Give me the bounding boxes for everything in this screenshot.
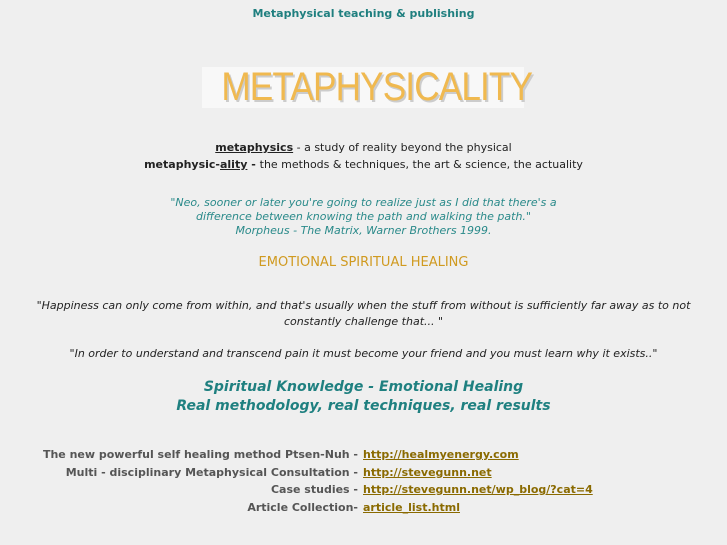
quote-attribution: Morpheus - The Matrix, Warner Brothers 1999. <box>235 224 492 237</box>
quote-line: difference between knowing the path and walking the path." <box>196 210 531 223</box>
link-label: Article Collection- <box>247 500 358 514</box>
pain-quote: "In order to understand and transcend pain it must become your friend and you must learn why it exists.." <box>69 347 658 360</box>
case-studies-link[interactable]: http://stevegunn.net/wp_blog/?cat=4 <box>363 483 593 496</box>
site-tagline: Metaphysical teaching & publishing <box>252 7 475 20</box>
logo-text: METAPHYSICALITY <box>221 65 533 109</box>
link-label: Case studies - <box>270 483 358 496</box>
term-prefix: metaphysic- <box>144 158 220 171</box>
term-dash: - <box>247 158 260 171</box>
link-label: The new powerful self healing method Ptsen-Nuh - <box>42 448 358 461</box>
link-row <box>0 481 727 499</box>
definition-text: - a study of reality beyond the physical <box>293 141 512 154</box>
link-row <box>0 499 727 517</box>
links-list <box>0 446 727 516</box>
quote-line: "Neo, sooner or later you're going to realize just as I did that there's a <box>170 196 557 209</box>
article-list-link[interactable]: article_list.html <box>363 500 460 514</box>
happiness-quote: "Happiness can only come from within, and that's usually when the stuff from without is sufficiently far away as to not constantly challenge that... " <box>36 299 691 328</box>
link-row <box>0 464 727 482</box>
link-row <box>0 446 727 464</box>
term-metaphysics: metaphysics <box>215 141 294 154</box>
definition-metaphysicality <box>0 158 727 171</box>
definition-text: the methods & techniques, the art & science, the actuality <box>259 158 583 171</box>
stevegunn-link[interactable]: http://stevegunn.net <box>363 465 492 479</box>
term-suffix: ality <box>219 158 248 171</box>
matrix-quote <box>0 196 727 238</box>
section-heading: EMOTIONAL SPIRITUAL HEALING <box>258 255 469 270</box>
tagline-line: Real methodology, real techniques, real results <box>176 398 551 414</box>
tagline <box>0 378 727 416</box>
definition-metaphysics <box>0 141 727 154</box>
link-label: Multi - disciplinary Metaphysical Consultation - <box>65 465 358 479</box>
healmyenergy-link[interactable]: http://healmyenergy.com <box>363 448 519 461</box>
tagline-line: Spiritual Knowledge - Emotional Healing <box>203 379 524 395</box>
logo <box>202 65 533 109</box>
